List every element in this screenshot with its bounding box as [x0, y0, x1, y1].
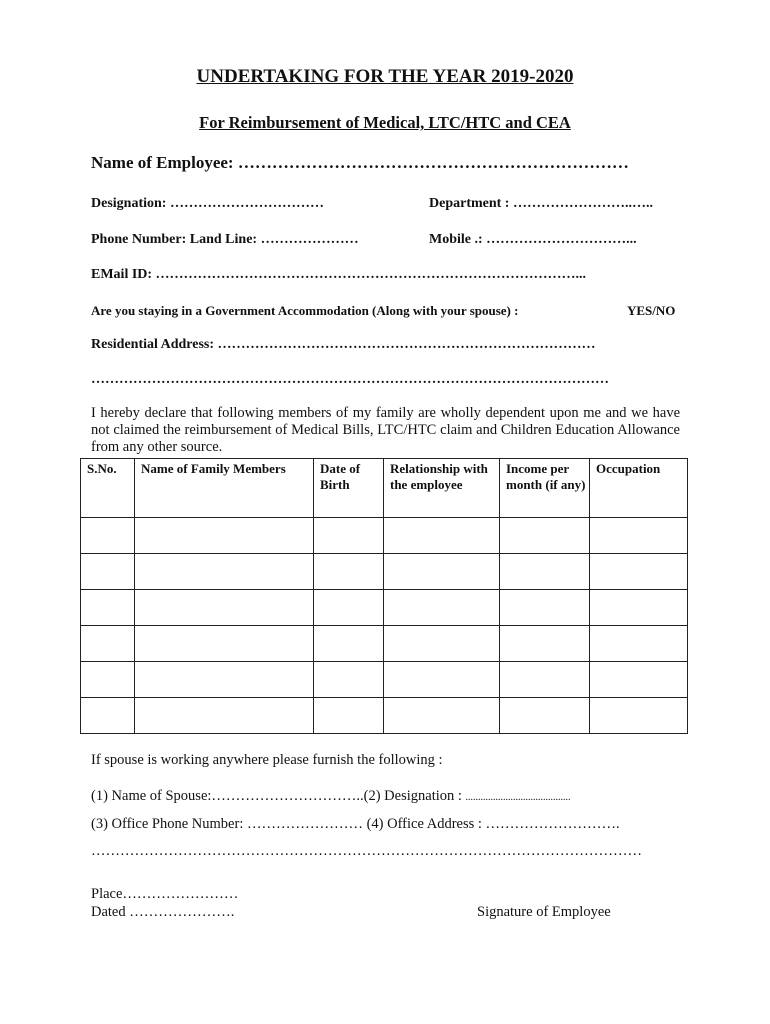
department-field: Department : ……………………..….. — [429, 196, 653, 211]
table-cell[interactable] — [590, 698, 688, 734]
table-cell[interactable] — [500, 518, 590, 554]
mobile-field: Mobile .: …………………………... — [429, 232, 637, 247]
table-cell[interactable] — [384, 554, 500, 590]
table-row — [81, 590, 688, 626]
table-cell[interactable] — [314, 626, 384, 662]
table-cell[interactable] — [81, 554, 135, 590]
declaration-paragraph: I hereby declare that following members of my family are wholly dependent upon me and we have not claimed the reimbursement of Medical Bills, LTC/HTC claim and Children Education Allowance from any other source. — [91, 405, 680, 455]
address-continuation-line: ………………………………………………………………………………………………… — [91, 372, 609, 387]
table-cell[interactable] — [590, 554, 688, 590]
employee-signature-label: Signature of Employee — [477, 904, 611, 920]
table-cell[interactable] — [590, 518, 688, 554]
table-cell[interactable] — [500, 626, 590, 662]
spouse-intro-text: If spouse is working anywhere please furnish the following : — [91, 752, 443, 768]
table-cell[interactable] — [384, 590, 500, 626]
table-cell[interactable] — [135, 626, 314, 662]
table-cell[interactable] — [314, 554, 384, 590]
col-header-relationship: Relationship with the employee — [384, 459, 500, 518]
table-row — [81, 698, 688, 734]
table-cell[interactable] — [384, 626, 500, 662]
spouse-designation-blank: .......................................... — [465, 792, 571, 803]
table-cell[interactable] — [81, 662, 135, 698]
table-row — [81, 662, 688, 698]
table-cell[interactable] — [135, 554, 314, 590]
table-cell[interactable] — [500, 554, 590, 590]
document-title: UNDERTAKING FOR THE YEAR 2019-2020 — [196, 66, 574, 87]
email-field: EMail ID: ………………………………………………………………………………... — [91, 267, 587, 282]
yes-no-option: YES/NO — [627, 303, 676, 318]
col-header-occupation: Occupation — [590, 459, 688, 518]
table-cell[interactable] — [590, 590, 688, 626]
dated-field: Dated …………………. — [91, 904, 235, 920]
spouse-address-continuation-line: …………………………………………………………………………………………………… — [91, 843, 642, 859]
table-cell[interactable] — [81, 518, 135, 554]
place-field: Place…………………… — [91, 886, 239, 902]
designation-field: Designation: …………………………… — [91, 196, 324, 211]
table-cell[interactable] — [135, 590, 314, 626]
table-cell[interactable] — [384, 518, 500, 554]
table-cell[interactable] — [384, 698, 500, 734]
employee-name-field: Name of Employee: …………………………………………………………… — [91, 153, 629, 172]
table-cell[interactable] — [314, 518, 384, 554]
col-header-income: Income per month (if any) — [500, 459, 590, 518]
table-cell[interactable] — [135, 662, 314, 698]
table-cell[interactable] — [500, 698, 590, 734]
table-cell[interactable] — [135, 698, 314, 734]
table-cell[interactable] — [590, 662, 688, 698]
spouse-office-phone-address-line: (3) Office Phone Number: …………………… (4) Office Address : ………………………. — [91, 816, 620, 832]
table-cell[interactable] — [81, 698, 135, 734]
residential-address-field: Residential Address: ……………………………………………………………………… — [91, 337, 596, 352]
table-cell[interactable] — [135, 518, 314, 554]
table-cell[interactable] — [81, 626, 135, 662]
spouse-name-designation-line — [91, 788, 571, 805]
col-header-name: Name of Family Members — [135, 459, 314, 518]
table-row — [81, 626, 688, 662]
spouse-name-designation-label: (1) Name of Spouse:…………………………..(2) Designation : — [91, 788, 466, 804]
table-cell[interactable] — [314, 590, 384, 626]
table-cell[interactable] — [314, 698, 384, 734]
table-row — [81, 518, 688, 554]
family-members-table — [80, 458, 688, 734]
table-cell[interactable] — [81, 590, 135, 626]
table-row — [81, 554, 688, 590]
document-subtitle: For Reimbursement of Medical, LTC/HTC and CEA — [199, 113, 571, 132]
table-cell[interactable] — [590, 626, 688, 662]
col-header-dob: Date of Birth — [314, 459, 384, 518]
table-cell[interactable] — [500, 662, 590, 698]
table-header-row — [81, 459, 688, 518]
govt-accommodation-question: Are you staying in a Government Accommodation (Along with your spouse) : — [91, 303, 519, 318]
phone-landline-field: Phone Number: Land Line: ………………… — [91, 232, 359, 247]
table-cell[interactable] — [500, 590, 590, 626]
table-cell[interactable] — [314, 662, 384, 698]
table-cell[interactable] — [384, 662, 500, 698]
col-header-sno: S.No. — [81, 459, 135, 518]
